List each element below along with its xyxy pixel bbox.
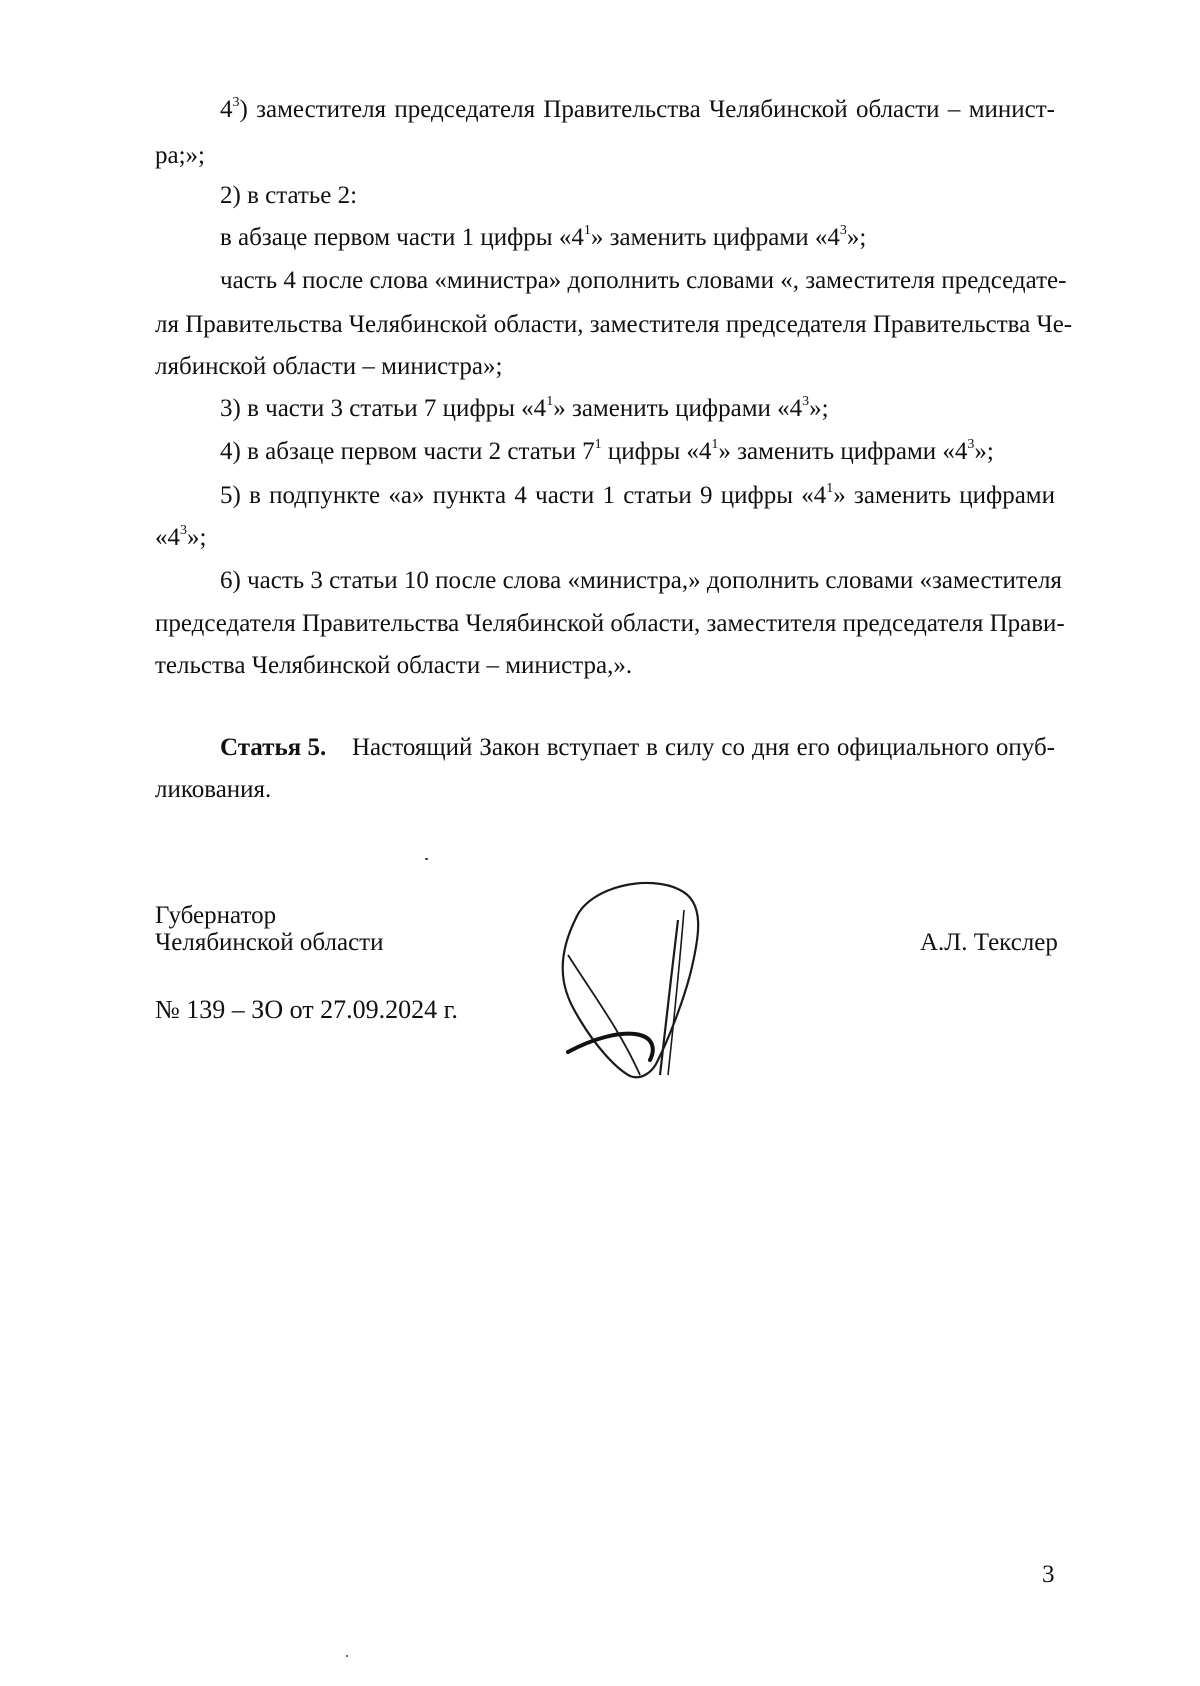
paragraph-item-6-line-3: тельства Челябинской области – министра,». bbox=[155, 652, 633, 679]
paragraph-part-4-line-3: лябинской области – министра»; bbox=[155, 353, 503, 380]
paragraph-part-4-line-1: часть 4 после слова «министра» дополнить словами «, заместителя председате- bbox=[220, 267, 1067, 294]
paragraph-abzac-1: в абзаце первом части 1 цифры «$4^1$» заменить цифрами «$4^3$»; bbox=[220, 223, 867, 251]
paragraph-part-4-line-2: ля Правительства Челябинской области, заместителя председателя Правительства Че- bbox=[155, 311, 1073, 338]
paragraph-item-5: 5) в подпункте «а» пункта 4 части 1 статьи 9 цифры «$4^1$» заменить цифрами bbox=[220, 481, 1055, 509]
page-number: 3 bbox=[1042, 1561, 1055, 1588]
article-5-label: Статья 5. bbox=[220, 734, 327, 761]
law-number: № 139 – ЗО от 27.09.2024 г. bbox=[155, 995, 458, 1024]
ink-dot bbox=[425, 858, 428, 860]
article-5-text-line-2: ликования. bbox=[155, 776, 272, 803]
governor-name: А.Л. Текслер bbox=[920, 929, 1058, 956]
paragraph-item-3: 3) в части 3 статьи 7 цифры «$4^1$» заменить цифрами «$4^3$»; bbox=[220, 394, 829, 422]
paragraph-item-4-3: $4^3$) заместителя председателя Правительства Челябинской области – минист- bbox=[220, 95, 1055, 123]
handwritten-signature bbox=[560, 880, 760, 1080]
scan-speck bbox=[346, 1655, 348, 1657]
governor-title-line-2: Челябинской области bbox=[155, 929, 384, 956]
governor-title-line-1: Губернатор bbox=[155, 902, 277, 929]
paragraph-item-6-line-2: председателя Правительства Челябинской области, заместителя председателя Прави- bbox=[155, 610, 1065, 637]
paragraph-item-6-line-1: 6) часть 3 статьи 10 после слова «министра,» дополнить словами «заместителя bbox=[220, 567, 1062, 594]
article-5-text-line-1: Настоящий Закон вступает в силу со дня его официального опуб- bbox=[352, 734, 1055, 761]
paragraph-item-4: 4) в абзаце первом части 2 статьи $7^1$ цифры «$4^1$» заменить цифрами «$4^3$»; bbox=[220, 437, 994, 465]
paragraph-continuation: ра;»; bbox=[155, 142, 205, 169]
paragraph-item-5-continuation: «$4^3$»; bbox=[155, 523, 207, 551]
paragraph-item-2: 2) в статье 2: bbox=[220, 182, 358, 209]
